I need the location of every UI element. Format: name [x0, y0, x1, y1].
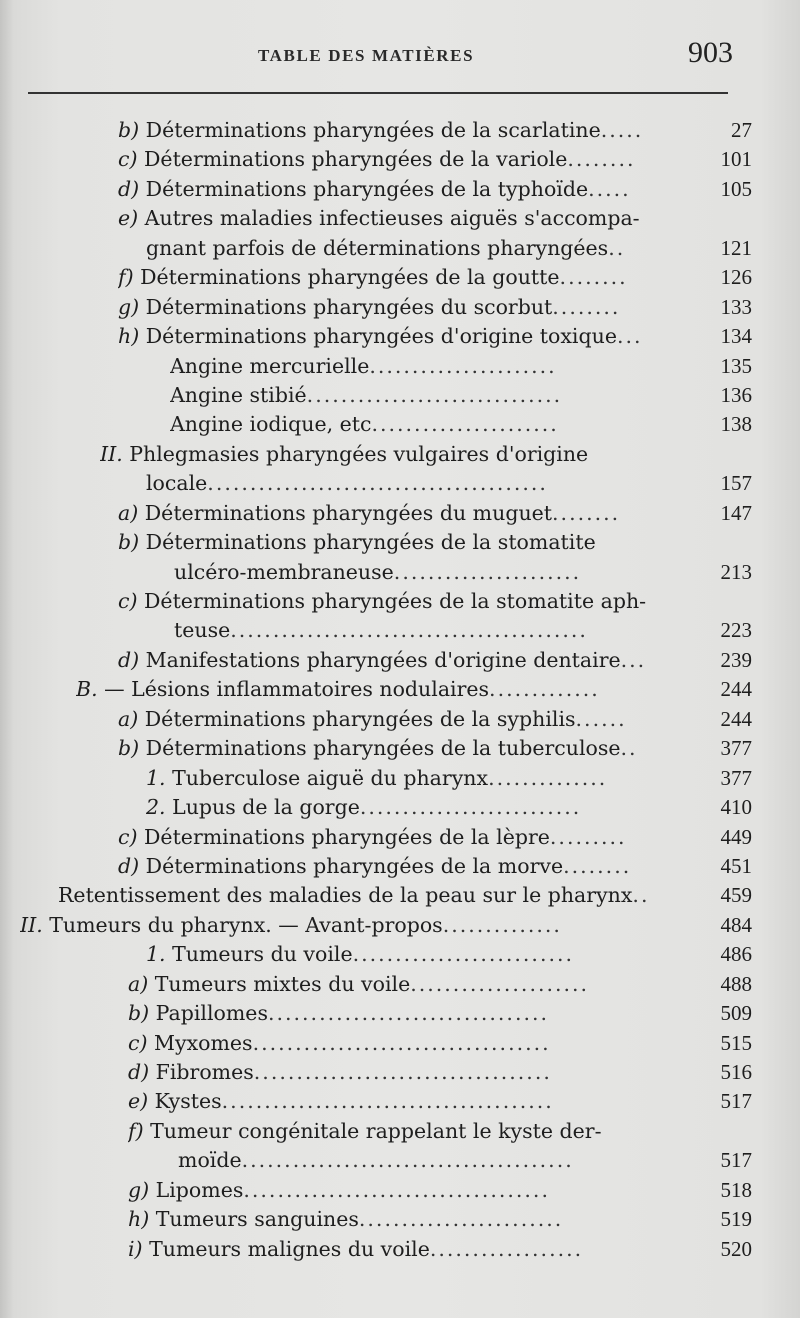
toc-entry — [0, 705, 800, 734]
toc-entry-marker: 2. — [146, 795, 166, 820]
toc-entry — [0, 940, 800, 969]
toc-entry-title: Tumeurs du voile — [165, 942, 353, 967]
toc-entry — [0, 764, 800, 793]
toc-entry-marker: e) — [118, 206, 139, 231]
toc-entry-marker: d) — [118, 853, 140, 878]
toc-page-number: 449 — [720, 824, 752, 849]
toc-page-number: 138 — [720, 412, 752, 437]
toc-entry — [0, 499, 800, 528]
toc-page-number: 136 — [720, 382, 752, 407]
toc-leader-dots: ................................... — [253, 1060, 552, 1084]
toc-entry-title: Tumeurs du pharynx. — Avant-propos — [42, 912, 443, 937]
toc-entry-title: Déterminations pharyngées du scorbut — [139, 294, 553, 319]
toc-entry-text — [146, 793, 684, 822]
toc-entry-text — [146, 764, 684, 793]
toc-entry — [0, 145, 800, 174]
toc-entry-marker: 1. — [146, 942, 166, 967]
toc-entry-text — [170, 381, 680, 410]
toc-entry-text — [128, 1235, 690, 1264]
toc-leader-dots: ...................... — [369, 353, 557, 378]
toc-entry-marker: B. — [76, 677, 98, 702]
toc-entry-title: Tuberculose aiguë du pharynx — [165, 765, 489, 790]
toc-entry-marker: b) — [118, 118, 140, 142]
toc-leader-dots: .......................... — [359, 795, 582, 820]
toc-entry — [0, 1146, 800, 1175]
toc-entry-marker: d) — [118, 647, 140, 672]
toc-page-number: 239 — [720, 647, 752, 672]
toc-entry — [0, 204, 800, 233]
toc-entry-marker: c) — [118, 824, 138, 849]
toc-entry-title: Déterminations pharyngées du muguet — [138, 500, 553, 525]
toc-entry-title: Angine iodique, etc — [170, 412, 372, 437]
toc-entry — [0, 558, 800, 587]
toc-entry-title: Lipomes — [149, 1177, 244, 1202]
toc-page-number: 515 — [720, 1030, 752, 1055]
toc-entry-title: Déterminations pharyngées de la morve — [139, 853, 564, 878]
toc-leader-dots: .............................. — [306, 382, 563, 407]
toc-leader-dots: ........................ — [358, 1207, 564, 1232]
toc-leader-dots: ....................................... — [241, 1148, 574, 1173]
toc-entry-marker: a) — [128, 971, 149, 996]
toc-entry-text — [100, 440, 700, 469]
toc-entry — [0, 1117, 800, 1146]
toc-entry-text — [146, 234, 680, 263]
toc-entry-text — [174, 558, 684, 587]
running-title: TABLE DES MATIÈRES — [258, 46, 475, 65]
toc-entry-marker: c) — [118, 589, 138, 613]
table-of-contents — [0, 116, 800, 1264]
toc-entry — [0, 440, 800, 469]
toc-entry-marker: d) — [118, 176, 140, 201]
toc-page-number: 105 — [720, 176, 752, 201]
toc-leader-dots: ...... — [575, 706, 627, 731]
toc-entry-text — [118, 322, 678, 351]
toc-entry-marker: 1. — [146, 765, 166, 790]
toc-entry — [0, 1176, 800, 1205]
toc-entry-text — [58, 881, 698, 910]
toc-entry — [0, 1205, 800, 1234]
toc-entry-text — [128, 999, 688, 1028]
toc-entry — [0, 911, 800, 940]
toc-entry-text — [170, 352, 680, 381]
toc-entry — [0, 410, 800, 439]
toc-page-number: 484 — [720, 912, 752, 937]
toc-entry-title: Fibromes — [149, 1060, 254, 1084]
toc-entry-marker: a) — [118, 500, 139, 525]
toc-entry-marker: h) — [128, 1207, 150, 1232]
toc-entry — [0, 852, 800, 881]
toc-page-number: 121 — [720, 235, 752, 260]
toc-entry-text — [128, 1058, 688, 1087]
toc-leader-dots: ... — [620, 647, 647, 672]
toc-entry-title: Tumeurs malignes du voile — [142, 1236, 430, 1261]
toc-entry — [0, 469, 800, 498]
toc-leader-dots: ........ — [559, 265, 628, 290]
toc-leader-dots: .......................................... — [230, 618, 588, 643]
toc-entry-text — [174, 616, 684, 645]
toc-leader-dots: ........ — [567, 147, 636, 172]
toc-entry-title: moïde — [178, 1148, 242, 1173]
toc-entry-text — [118, 145, 678, 174]
toc-entry-text — [118, 499, 680, 528]
toc-entry-title: Déterminations pharyngées de la stomatite aph- — [137, 589, 647, 613]
toc-entry-text — [20, 911, 700, 940]
toc-leader-dots: .. — [620, 736, 638, 761]
toc-page-number: 520 — [720, 1236, 752, 1261]
toc-page-number: 488 — [720, 971, 752, 996]
toc-page-number: 244 — [720, 677, 752, 702]
toc-leader-dots: .............. — [442, 912, 562, 937]
toc-leader-dots: ...................... — [393, 559, 582, 584]
toc-entry — [0, 293, 800, 322]
toc-entry-title: locale — [146, 471, 208, 496]
toc-entry-title: Tumeurs mixtes du voile — [148, 971, 411, 996]
toc-entry — [0, 646, 800, 675]
toc-page-number: 377 — [720, 765, 752, 790]
toc-entry-title: Tumeurs sanguines — [149, 1207, 359, 1232]
toc-entry-text — [128, 1087, 688, 1116]
toc-entry-text — [118, 263, 678, 292]
toc-leader-dots: ....................................... — [221, 1089, 554, 1114]
toc-entry-title: Déterminations pharyngées de la stomatite — [139, 530, 596, 555]
toc-entry-title: Déterminations pharyngées de la syphilis — [138, 706, 576, 731]
toc-leader-dots: ........ — [552, 500, 621, 525]
toc-entry-text — [118, 852, 684, 881]
toc-entry-title: Déterminations pharyngées de la scarlatine — [139, 118, 601, 142]
toc-entry-text — [178, 1146, 690, 1175]
toc-entry-title: Angine mercurielle — [170, 353, 370, 378]
toc-entry — [0, 1029, 800, 1058]
toc-leader-dots: .. — [608, 235, 626, 260]
toc-entry — [0, 793, 800, 822]
toc-entry — [0, 1235, 800, 1264]
toc-page-number: 377 — [720, 736, 752, 761]
toc-entry-title: Déterminations pharyngées de la typhoïde — [139, 176, 589, 201]
toc-entry-text — [118, 705, 684, 734]
toc-entry-title: Angine stibié — [170, 382, 307, 407]
toc-entry-marker: c) — [128, 1030, 148, 1055]
toc-entry-text — [146, 940, 684, 969]
toc-entry-title: Manifestations pharyngées d'origine dentaire — [139, 647, 621, 672]
toc-page-number: 459 — [720, 883, 752, 908]
toc-entry-title: Déterminations pharyngées de la goutte — [133, 265, 560, 290]
toc-page-number: 147 — [720, 500, 752, 525]
toc-entry-marker: h) — [118, 324, 140, 349]
toc-leader-dots: ... — [616, 324, 643, 349]
toc-leader-dots: ............. — [489, 677, 600, 702]
toc-entry-text — [118, 204, 698, 233]
toc-page-number: 516 — [720, 1060, 752, 1084]
toc-entry — [0, 116, 800, 145]
toc-page-number: 135 — [720, 353, 752, 378]
toc-page-number: 509 — [720, 1001, 752, 1026]
toc-entry-text — [118, 528, 698, 557]
toc-entry — [0, 675, 800, 704]
toc-entry — [0, 234, 800, 263]
toc-page-number: 451 — [720, 853, 752, 878]
toc-entry — [0, 734, 800, 763]
toc-entry-marker: b) — [118, 530, 140, 555]
toc-entry-title: Papillomes — [149, 1001, 268, 1026]
toc-entry-text — [118, 587, 698, 616]
toc-entry-title: gnant parfois de déterminations pharyngées — [146, 235, 609, 260]
toc-leader-dots: ..................... — [410, 971, 590, 996]
toc-entry-title: Tumeur congénitale rappelant le kyste der- — [143, 1118, 602, 1143]
toc-page-number: 519 — [720, 1207, 752, 1232]
toc-page-number: 134 — [720, 324, 752, 349]
toc-entry — [0, 881, 800, 910]
toc-page-number: 486 — [720, 942, 752, 967]
toc-entry-text — [170, 410, 680, 439]
toc-entry-title: Kystes — [148, 1089, 222, 1114]
toc-entry-text — [128, 1176, 690, 1205]
toc-page-number: 244 — [720, 706, 752, 731]
toc-entry — [0, 616, 800, 645]
toc-entry-title: Déterminations pharyngées de la tuberculose — [139, 736, 621, 761]
toc-page-number: 517 — [720, 1089, 752, 1114]
toc-page-number: 157 — [720, 471, 752, 496]
toc-leader-dots: ......... — [549, 824, 627, 849]
toc-page-number: 517 — [720, 1148, 752, 1173]
toc-entry-text — [118, 734, 684, 763]
toc-entry — [0, 381, 800, 410]
toc-leader-dots: .............. — [488, 765, 608, 790]
page-number: 903 — [688, 36, 733, 69]
toc-entry-marker: a) — [118, 706, 139, 731]
toc-entry-title: Myxomes — [147, 1030, 253, 1055]
toc-entry-text — [118, 116, 678, 145]
toc-page-number: 223 — [720, 618, 752, 643]
toc-entry-title: Déterminations pharyngées de la variole — [137, 147, 568, 172]
toc-entry-marker: d) — [128, 1060, 150, 1084]
toc-entry — [0, 970, 800, 999]
toc-entry-marker: b) — [128, 1001, 150, 1026]
toc-entry-text — [128, 1205, 690, 1234]
toc-entry — [0, 587, 800, 616]
toc-leader-dots: ........ — [563, 853, 632, 878]
toc-entry — [0, 322, 800, 351]
toc-entry-marker: e) — [128, 1089, 149, 1114]
toc-entry-title: teuse — [174, 618, 231, 643]
toc-entry-title: Déterminations pharyngées de la lèpre — [137, 824, 550, 849]
toc-entry-marker: II. — [100, 441, 123, 466]
toc-entry-title: — Lésions inflammatoires nodulaires — [97, 677, 490, 702]
header-rule — [28, 92, 728, 94]
toc-entry-text — [128, 1117, 708, 1146]
toc-entry-text — [118, 293, 678, 322]
toc-entry-text — [76, 675, 682, 704]
toc-entry-text — [118, 646, 684, 675]
toc-leader-dots: .. — [632, 883, 650, 908]
toc-page-number: 410 — [720, 795, 752, 820]
toc-page-number: 27 — [731, 118, 752, 142]
toc-entry — [0, 352, 800, 381]
toc-entry-title: Lupus de la gorge — [165, 795, 360, 820]
toc-entry-marker: g) — [118, 294, 140, 319]
toc-leader-dots: .................. — [429, 1236, 584, 1261]
toc-entry — [0, 1058, 800, 1087]
toc-entry — [0, 175, 800, 204]
toc-page-number: 213 — [720, 559, 752, 584]
toc-entry-text — [118, 175, 678, 204]
toc-leader-dots: ................................. — [267, 1001, 550, 1026]
toc-leader-dots: .......................... — [352, 942, 575, 967]
toc-entry — [0, 823, 800, 852]
toc-page-number: 126 — [720, 265, 752, 290]
toc-entry-marker: II. — [20, 912, 43, 937]
toc-entry — [0, 1087, 800, 1116]
toc-entry-title: Déterminations pharyngées d'origine toxique — [139, 324, 617, 349]
toc-entry-marker: g) — [128, 1177, 150, 1202]
toc-entry-marker: i) — [128, 1236, 143, 1261]
toc-leader-dots: ........ — [552, 294, 621, 319]
toc-entry-title: Autres maladies infectieuses aiguës s'accompa- — [138, 206, 640, 231]
toc-leader-dots: ...................... — [371, 412, 559, 437]
toc-entry-title: Phlegmasies pharyngées vulgaires d'origine — [122, 441, 589, 466]
toc-leader-dots: ..... — [588, 176, 631, 201]
toc-leader-dots: .................................... — [243, 1177, 550, 1202]
toc-leader-dots: ........................................ — [207, 471, 548, 496]
toc-entry — [0, 528, 800, 557]
toc-page-number: 518 — [720, 1177, 752, 1202]
toc-entry-marker: f) — [118, 265, 134, 290]
toc-entry-text — [128, 1029, 688, 1058]
toc-entry — [0, 263, 800, 292]
toc-entry-title: ulcéro-membraneuse — [174, 559, 394, 584]
toc-entry-marker: c) — [118, 147, 138, 172]
toc-entry-title: Retentissement des maladies de la peau sur le pharynx — [58, 883, 633, 908]
toc-entry — [0, 999, 800, 1028]
toc-entry-text — [146, 469, 680, 498]
toc-leader-dots: ................................... — [252, 1030, 551, 1055]
toc-entry-marker: b) — [118, 736, 140, 761]
toc-page-number: 133 — [720, 294, 752, 319]
toc-entry-marker: f) — [128, 1118, 144, 1143]
toc-leader-dots: ..... — [600, 118, 644, 142]
toc-entry-text — [128, 970, 688, 999]
toc-page-number: 101 — [720, 147, 752, 172]
toc-entry-text — [118, 823, 684, 852]
